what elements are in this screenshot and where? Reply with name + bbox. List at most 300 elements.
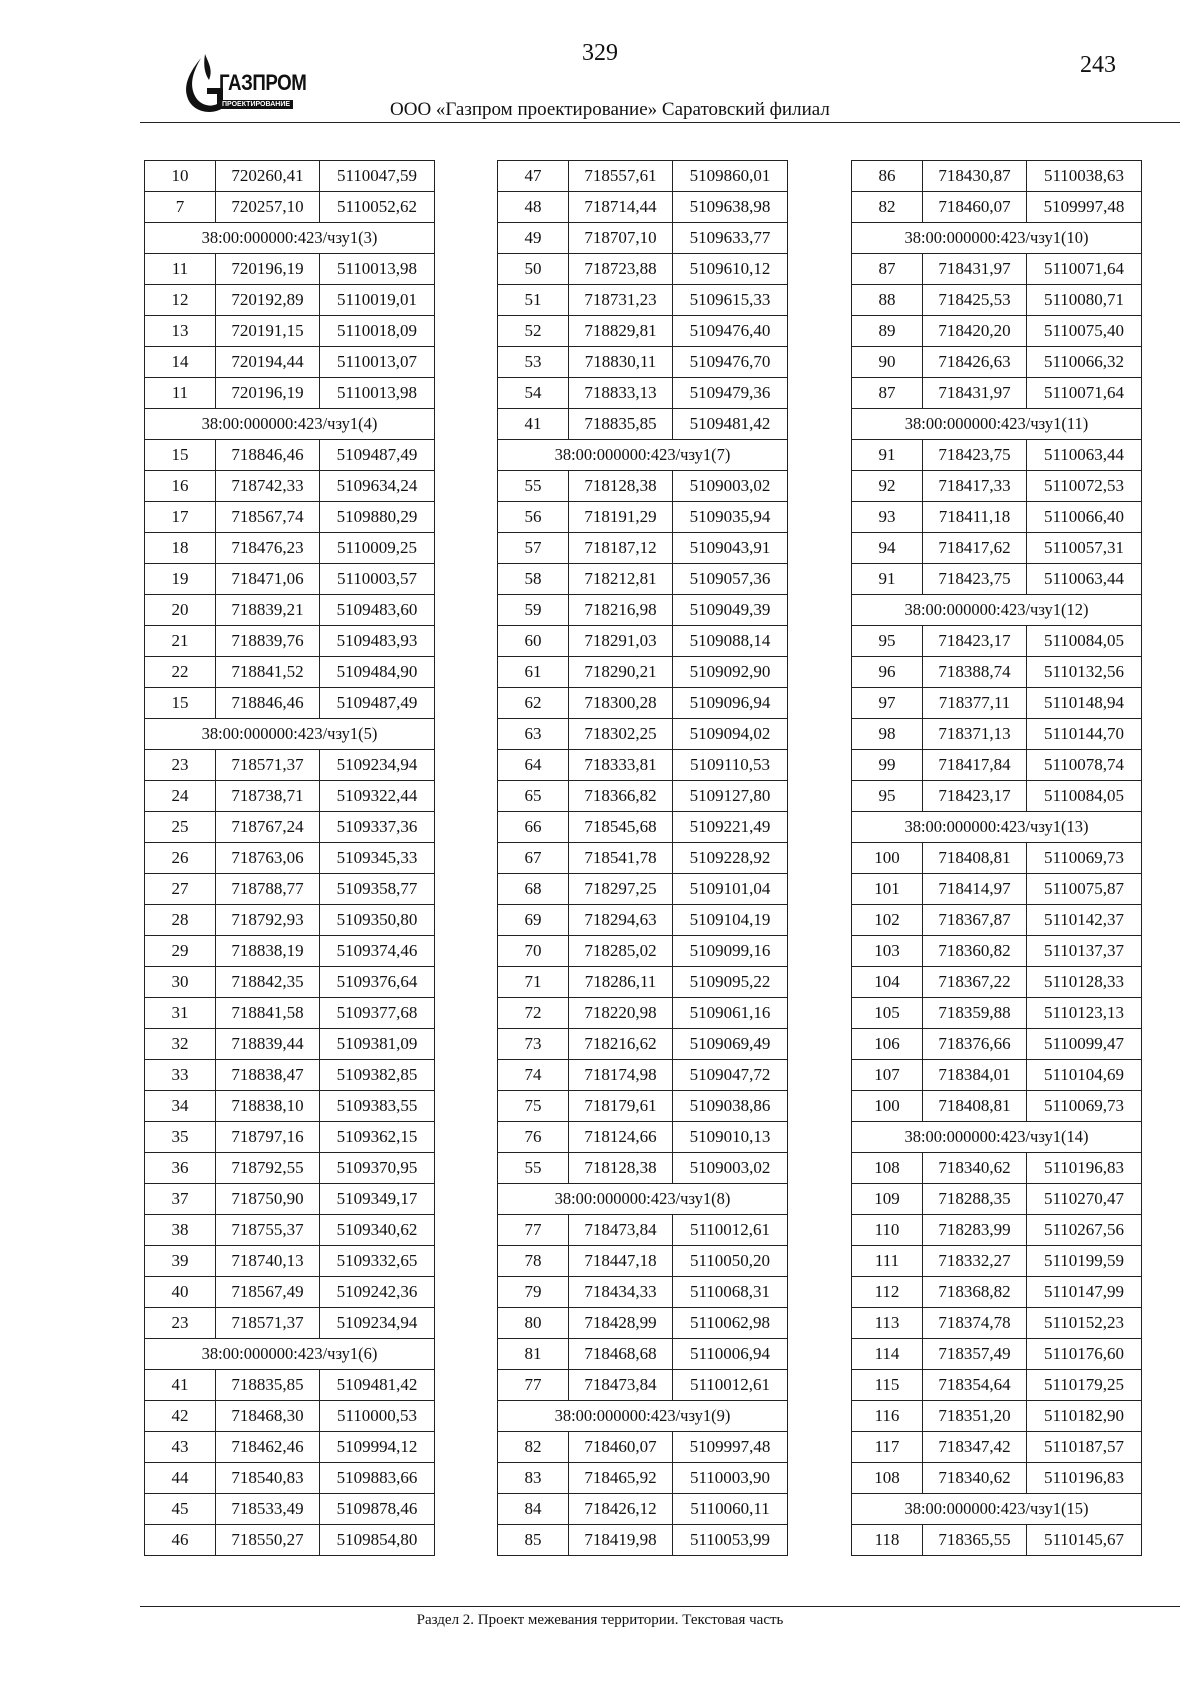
point-number-cell: 60 <box>498 626 569 657</box>
table-row <box>498 967 788 998</box>
x-coordinate-cell: 718835,85 <box>569 409 673 440</box>
y-coordinate-cell: 5110176,60 <box>1027 1339 1142 1370</box>
table-row <box>145 781 435 812</box>
y-coordinate-cell: 5109228,92 <box>673 843 788 874</box>
x-coordinate-cell: 718797,16 <box>216 1122 320 1153</box>
table-row <box>852 1370 1142 1401</box>
point-number-cell: 51 <box>498 285 569 316</box>
x-coordinate-cell: 718351,20 <box>923 1401 1027 1432</box>
x-coordinate-cell: 718473,84 <box>569 1215 673 1246</box>
y-coordinate-cell: 5110012,61 <box>673 1215 788 1246</box>
header-organization: ООО «Газпром проектирование» Саратовский филиал <box>390 99 830 120</box>
table-row <box>498 936 788 967</box>
table-row <box>498 285 788 316</box>
point-number-cell: 23 <box>145 750 216 781</box>
coordinates-table-column-2 <box>497 160 788 1556</box>
point-number-cell: 44 <box>145 1463 216 1494</box>
point-number-cell: 41 <box>145 1370 216 1401</box>
table-row <box>852 688 1142 719</box>
y-coordinate-cell: 5109332,65 <box>320 1246 435 1277</box>
point-number-cell: 61 <box>498 657 569 688</box>
x-coordinate-cell: 718220,98 <box>569 998 673 1029</box>
table-row <box>852 1339 1142 1370</box>
x-coordinate-cell: 718846,46 <box>216 688 320 719</box>
x-coordinate-cell: 718431,97 <box>923 378 1027 409</box>
y-coordinate-cell: 5109110,53 <box>673 750 788 781</box>
point-number-cell: 41 <box>498 409 569 440</box>
y-coordinate-cell: 5110069,73 <box>1027 1091 1142 1122</box>
table-row <box>145 595 435 626</box>
x-coordinate-cell: 718332,27 <box>923 1246 1027 1277</box>
point-number-cell: 82 <box>498 1432 569 1463</box>
x-coordinate-cell: 718792,55 <box>216 1153 320 1184</box>
point-number-cell: 29 <box>145 936 216 967</box>
table-row <box>145 471 435 502</box>
point-number-cell: 117 <box>852 1432 923 1463</box>
section-label: 38:00:000000:423/чзу1(11) <box>852 409 1142 440</box>
x-coordinate-cell: 718434,33 <box>569 1277 673 1308</box>
point-number-cell: 11 <box>145 254 216 285</box>
point-number-cell: 23 <box>145 1308 216 1339</box>
table-row <box>852 998 1142 1029</box>
y-coordinate-cell: 5110128,33 <box>1027 967 1142 998</box>
y-coordinate-cell: 5109322,44 <box>320 781 435 812</box>
point-number-cell: 80 <box>498 1308 569 1339</box>
table-row <box>852 1091 1142 1122</box>
y-coordinate-cell: 5110050,20 <box>673 1246 788 1277</box>
table-row <box>145 502 435 533</box>
table-row <box>498 1370 788 1401</box>
y-coordinate-cell: 5110018,09 <box>320 316 435 347</box>
point-number-cell: 64 <box>498 750 569 781</box>
coordinates-table <box>497 160 788 1556</box>
table-row <box>852 161 1142 192</box>
point-number-cell: 96 <box>852 657 923 688</box>
x-coordinate-cell: 718354,64 <box>923 1370 1027 1401</box>
table-row <box>145 316 435 347</box>
table-row <box>498 1215 788 1246</box>
table-row <box>145 1432 435 1463</box>
x-coordinate-cell: 718426,63 <box>923 347 1027 378</box>
table-row <box>852 502 1142 533</box>
x-coordinate-cell: 718417,33 <box>923 471 1027 502</box>
x-coordinate-cell: 720194,44 <box>216 347 320 378</box>
y-coordinate-cell: 5109345,33 <box>320 843 435 874</box>
y-coordinate-cell: 5109221,49 <box>673 812 788 843</box>
x-coordinate-cell: 718830,11 <box>569 347 673 378</box>
x-coordinate-cell: 718738,71 <box>216 781 320 812</box>
point-number-cell: 115 <box>852 1370 923 1401</box>
section-label: 38:00:000000:423/чзу1(8) <box>498 1184 788 1215</box>
x-coordinate-cell: 718460,07 <box>923 192 1027 223</box>
point-number-cell: 45 <box>145 1494 216 1525</box>
coordinates-table-column-1 <box>144 160 435 1556</box>
table-row <box>852 1153 1142 1184</box>
table-row <box>145 812 435 843</box>
y-coordinate-cell: 5109350,80 <box>320 905 435 936</box>
x-coordinate-cell: 718419,98 <box>569 1525 673 1556</box>
y-coordinate-cell: 5109234,94 <box>320 750 435 781</box>
table-row <box>498 316 788 347</box>
section-header-row <box>852 812 1142 843</box>
table-row <box>145 347 435 378</box>
x-coordinate-cell: 718408,81 <box>923 843 1027 874</box>
point-number-cell: 76 <box>498 1122 569 1153</box>
y-coordinate-cell: 5110038,63 <box>1027 161 1142 192</box>
x-coordinate-cell: 718839,76 <box>216 626 320 657</box>
table-row <box>498 874 788 905</box>
point-number-cell: 10 <box>145 161 216 192</box>
point-number-cell: 111 <box>852 1246 923 1277</box>
point-number-cell: 49 <box>498 223 569 254</box>
x-coordinate-cell: 718191,29 <box>569 502 673 533</box>
x-coordinate-cell: 718838,47 <box>216 1060 320 1091</box>
y-coordinate-cell: 5109481,42 <box>320 1370 435 1401</box>
point-number-cell: 114 <box>852 1339 923 1370</box>
y-coordinate-cell: 5109383,55 <box>320 1091 435 1122</box>
y-coordinate-cell: 5109883,66 <box>320 1463 435 1494</box>
table-row <box>498 471 788 502</box>
y-coordinate-cell: 5110123,13 <box>1027 998 1142 1029</box>
y-coordinate-cell: 5109476,40 <box>673 316 788 347</box>
x-coordinate-cell: 718426,12 <box>569 1494 673 1525</box>
y-coordinate-cell: 5109370,95 <box>320 1153 435 1184</box>
table-row <box>852 471 1142 502</box>
point-number-cell: 73 <box>498 1029 569 1060</box>
point-number-cell: 46 <box>145 1525 216 1556</box>
x-coordinate-cell: 718365,55 <box>923 1525 1027 1556</box>
y-coordinate-cell: 5109374,46 <box>320 936 435 967</box>
y-coordinate-cell: 5110137,37 <box>1027 936 1142 967</box>
table-row <box>498 905 788 936</box>
point-number-cell: 57 <box>498 533 569 564</box>
x-coordinate-cell: 718428,99 <box>569 1308 673 1339</box>
x-coordinate-cell: 718290,21 <box>569 657 673 688</box>
y-coordinate-cell: 5110071,64 <box>1027 378 1142 409</box>
x-coordinate-cell: 718420,20 <box>923 316 1027 347</box>
point-number-cell: 50 <box>498 254 569 285</box>
y-coordinate-cell: 5109633,77 <box>673 223 788 254</box>
y-coordinate-cell: 5110066,40 <box>1027 502 1142 533</box>
x-coordinate-cell: 718414,97 <box>923 874 1027 905</box>
table-row <box>852 285 1142 316</box>
y-coordinate-cell: 5110196,83 <box>1027 1463 1142 1494</box>
table-row <box>498 1494 788 1525</box>
x-coordinate-cell: 720196,19 <box>216 254 320 285</box>
y-coordinate-cell: 5110053,99 <box>673 1525 788 1556</box>
point-number-cell: 24 <box>145 781 216 812</box>
point-number-cell: 47 <box>498 161 569 192</box>
x-coordinate-cell: 718333,81 <box>569 750 673 781</box>
y-coordinate-cell: 5110009,25 <box>320 533 435 564</box>
y-coordinate-cell: 5109047,72 <box>673 1060 788 1091</box>
point-number-cell: 95 <box>852 626 923 657</box>
x-coordinate-cell: 720191,15 <box>216 316 320 347</box>
point-number-cell: 106 <box>852 1029 923 1060</box>
table-row <box>498 843 788 874</box>
point-number-cell: 26 <box>145 843 216 874</box>
point-number-cell: 68 <box>498 874 569 905</box>
x-coordinate-cell: 718571,37 <box>216 750 320 781</box>
point-number-cell: 98 <box>852 719 923 750</box>
x-coordinate-cell: 718367,87 <box>923 905 1027 936</box>
table-row <box>852 843 1142 874</box>
point-number-cell: 25 <box>145 812 216 843</box>
table-row <box>498 1246 788 1277</box>
table-row <box>498 1339 788 1370</box>
point-number-cell: 27 <box>145 874 216 905</box>
x-coordinate-cell: 718838,19 <box>216 936 320 967</box>
y-coordinate-cell: 5110072,53 <box>1027 471 1142 502</box>
table-row <box>145 1494 435 1525</box>
point-number-cell: 33 <box>145 1060 216 1091</box>
table-row <box>498 1308 788 1339</box>
table-row <box>852 254 1142 285</box>
table-row <box>498 1432 788 1463</box>
table-row <box>852 626 1142 657</box>
y-coordinate-cell: 5109483,93 <box>320 626 435 657</box>
x-coordinate-cell: 718835,85 <box>216 1370 320 1401</box>
y-coordinate-cell: 5110069,73 <box>1027 843 1142 874</box>
point-number-cell: 91 <box>852 440 923 471</box>
section-label: 38:00:000000:423/чзу1(9) <box>498 1401 788 1432</box>
point-number-cell: 105 <box>852 998 923 1029</box>
table-row <box>498 1091 788 1122</box>
table-row <box>498 1029 788 1060</box>
point-number-cell: 82 <box>852 192 923 223</box>
table-row <box>498 378 788 409</box>
point-number-cell: 19 <box>145 564 216 595</box>
section-header-row <box>852 1494 1142 1525</box>
table-row <box>145 1246 435 1277</box>
y-coordinate-cell: 5109340,62 <box>320 1215 435 1246</box>
x-coordinate-cell: 718340,62 <box>923 1153 1027 1184</box>
table-row <box>498 998 788 1029</box>
x-coordinate-cell: 718841,52 <box>216 657 320 688</box>
x-coordinate-cell: 718714,44 <box>569 192 673 223</box>
table-row <box>145 688 435 719</box>
point-number-cell: 14 <box>145 347 216 378</box>
point-number-cell: 87 <box>852 254 923 285</box>
x-coordinate-cell: 718376,66 <box>923 1029 1027 1060</box>
point-number-cell: 108 <box>852 1463 923 1494</box>
x-coordinate-cell: 718473,84 <box>569 1370 673 1401</box>
point-number-cell: 18 <box>145 533 216 564</box>
x-coordinate-cell: 718423,75 <box>923 564 1027 595</box>
section-label: 38:00:000000:423/чзу1(13) <box>852 812 1142 843</box>
y-coordinate-cell: 5110187,57 <box>1027 1432 1142 1463</box>
x-coordinate-cell: 718476,23 <box>216 533 320 564</box>
point-number-cell: 7 <box>145 192 216 223</box>
y-coordinate-cell: 5110063,44 <box>1027 564 1142 595</box>
table-row <box>498 719 788 750</box>
point-number-cell: 72 <box>498 998 569 1029</box>
y-coordinate-cell: 5110132,56 <box>1027 657 1142 688</box>
y-coordinate-cell: 5109095,22 <box>673 967 788 998</box>
table-row <box>498 781 788 812</box>
x-coordinate-cell: 718417,62 <box>923 533 1027 564</box>
point-number-cell: 118 <box>852 1525 923 1556</box>
point-number-cell: 90 <box>852 347 923 378</box>
table-row <box>498 409 788 440</box>
point-number-cell: 39 <box>145 1246 216 1277</box>
x-coordinate-cell: 718533,49 <box>216 1494 320 1525</box>
table-row <box>498 161 788 192</box>
point-number-cell: 59 <box>498 595 569 626</box>
y-coordinate-cell: 5110084,05 <box>1027 626 1142 657</box>
point-number-cell: 78 <box>498 1246 569 1277</box>
point-number-cell: 100 <box>852 843 923 874</box>
y-coordinate-cell: 5109049,39 <box>673 595 788 626</box>
table-row <box>498 1153 788 1184</box>
y-coordinate-cell: 5110006,94 <box>673 1339 788 1370</box>
y-coordinate-cell: 5110003,90 <box>673 1463 788 1494</box>
y-coordinate-cell: 5109061,16 <box>673 998 788 1029</box>
x-coordinate-cell: 718423,17 <box>923 626 1027 657</box>
x-coordinate-cell: 718286,11 <box>569 967 673 998</box>
x-coordinate-cell: 718377,11 <box>923 688 1027 719</box>
point-number-cell: 86 <box>852 161 923 192</box>
x-coordinate-cell: 718788,77 <box>216 874 320 905</box>
x-coordinate-cell: 718731,23 <box>569 285 673 316</box>
y-coordinate-cell: 5110267,56 <box>1027 1215 1142 1246</box>
y-coordinate-cell: 5110000,53 <box>320 1401 435 1432</box>
x-coordinate-cell: 718291,03 <box>569 626 673 657</box>
section-label: 38:00:000000:423/чзу1(14) <box>852 1122 1142 1153</box>
point-number-cell: 63 <box>498 719 569 750</box>
table-row <box>852 936 1142 967</box>
x-coordinate-cell: 718283,99 <box>923 1215 1027 1246</box>
x-coordinate-cell: 718374,78 <box>923 1308 1027 1339</box>
x-coordinate-cell: 718707,10 <box>569 223 673 254</box>
x-coordinate-cell: 718367,22 <box>923 967 1027 998</box>
point-number-cell: 71 <box>498 967 569 998</box>
point-number-cell: 103 <box>852 936 923 967</box>
y-coordinate-cell: 5110148,94 <box>1027 688 1142 719</box>
page-number-center: 329 <box>582 40 618 66</box>
point-number-cell: 99 <box>852 750 923 781</box>
point-number-cell: 42 <box>145 1401 216 1432</box>
section-header-row <box>145 1339 435 1370</box>
x-coordinate-cell: 718755,37 <box>216 1215 320 1246</box>
x-coordinate-cell: 718742,33 <box>216 471 320 502</box>
x-coordinate-cell: 718545,68 <box>569 812 673 843</box>
x-coordinate-cell: 718468,30 <box>216 1401 320 1432</box>
table-row <box>145 378 435 409</box>
x-coordinate-cell: 718347,42 <box>923 1432 1027 1463</box>
x-coordinate-cell: 718423,17 <box>923 781 1027 812</box>
point-number-cell: 43 <box>145 1432 216 1463</box>
x-coordinate-cell: 718124,66 <box>569 1122 673 1153</box>
table-row <box>145 161 435 192</box>
table-row <box>852 1184 1142 1215</box>
table-row <box>498 254 788 285</box>
table-row <box>852 1463 1142 1494</box>
y-coordinate-cell: 5109035,94 <box>673 502 788 533</box>
table-row <box>852 1277 1142 1308</box>
y-coordinate-cell: 5109104,19 <box>673 905 788 936</box>
table-row <box>145 285 435 316</box>
y-coordinate-cell: 5109127,80 <box>673 781 788 812</box>
table-row <box>498 533 788 564</box>
y-coordinate-cell: 5109010,13 <box>673 1122 788 1153</box>
x-coordinate-cell: 720257,10 <box>216 192 320 223</box>
table-row <box>145 1184 435 1215</box>
y-coordinate-cell: 5110013,98 <box>320 378 435 409</box>
point-number-cell: 13 <box>145 316 216 347</box>
y-coordinate-cell: 5110142,37 <box>1027 905 1142 936</box>
x-coordinate-cell: 718550,27 <box>216 1525 320 1556</box>
table-row <box>145 1370 435 1401</box>
section-label: 38:00:000000:423/чзу1(4) <box>145 409 435 440</box>
table-row <box>498 626 788 657</box>
table-row <box>145 1401 435 1432</box>
table-row <box>852 719 1142 750</box>
table-row <box>498 1463 788 1494</box>
point-number-cell: 107 <box>852 1060 923 1091</box>
x-coordinate-cell: 718430,87 <box>923 161 1027 192</box>
x-coordinate-cell: 718567,74 <box>216 502 320 533</box>
y-coordinate-cell: 5109043,91 <box>673 533 788 564</box>
point-number-cell: 38 <box>145 1215 216 1246</box>
y-coordinate-cell: 5110152,23 <box>1027 1308 1142 1339</box>
x-coordinate-cell: 718366,82 <box>569 781 673 812</box>
y-coordinate-cell: 5110063,44 <box>1027 440 1142 471</box>
y-coordinate-cell: 5109003,02 <box>673 471 788 502</box>
point-number-cell: 91 <box>852 564 923 595</box>
x-coordinate-cell: 718216,98 <box>569 595 673 626</box>
x-coordinate-cell: 718340,62 <box>923 1463 1027 1494</box>
table-row <box>852 347 1142 378</box>
y-coordinate-cell: 5110196,83 <box>1027 1153 1142 1184</box>
section-label: 38:00:000000:423/чзу1(15) <box>852 1494 1142 1525</box>
y-coordinate-cell: 5109003,02 <box>673 1153 788 1184</box>
point-number-cell: 30 <box>145 967 216 998</box>
table-row <box>145 254 435 285</box>
x-coordinate-cell: 718740,13 <box>216 1246 320 1277</box>
y-coordinate-cell: 5109994,12 <box>320 1432 435 1463</box>
point-number-cell: 77 <box>498 1215 569 1246</box>
y-coordinate-cell: 5109057,36 <box>673 564 788 595</box>
x-coordinate-cell: 718368,82 <box>923 1277 1027 1308</box>
table-row <box>852 750 1142 781</box>
point-number-cell: 88 <box>852 285 923 316</box>
table-row <box>852 1060 1142 1091</box>
point-number-cell: 101 <box>852 874 923 905</box>
table-row <box>498 1525 788 1556</box>
point-number-cell: 58 <box>498 564 569 595</box>
x-coordinate-cell: 718423,75 <box>923 440 1027 471</box>
point-number-cell: 67 <box>498 843 569 874</box>
section-label: 38:00:000000:423/чзу1(3) <box>145 223 435 254</box>
y-coordinate-cell: 5109382,85 <box>320 1060 435 1091</box>
table-row <box>852 905 1142 936</box>
y-coordinate-cell: 5109358,77 <box>320 874 435 905</box>
table-row <box>498 1122 788 1153</box>
y-coordinate-cell: 5110104,69 <box>1027 1060 1142 1091</box>
table-row <box>852 967 1142 998</box>
point-number-cell: 15 <box>145 440 216 471</box>
y-coordinate-cell: 5109234,94 <box>320 1308 435 1339</box>
table-row <box>145 1029 435 1060</box>
point-number-cell: 100 <box>852 1091 923 1122</box>
section-header-row <box>498 440 788 471</box>
table-row <box>145 1215 435 1246</box>
point-number-cell: 15 <box>145 688 216 719</box>
y-coordinate-cell: 5109038,86 <box>673 1091 788 1122</box>
point-number-cell: 35 <box>145 1122 216 1153</box>
section-header-row <box>852 409 1142 440</box>
